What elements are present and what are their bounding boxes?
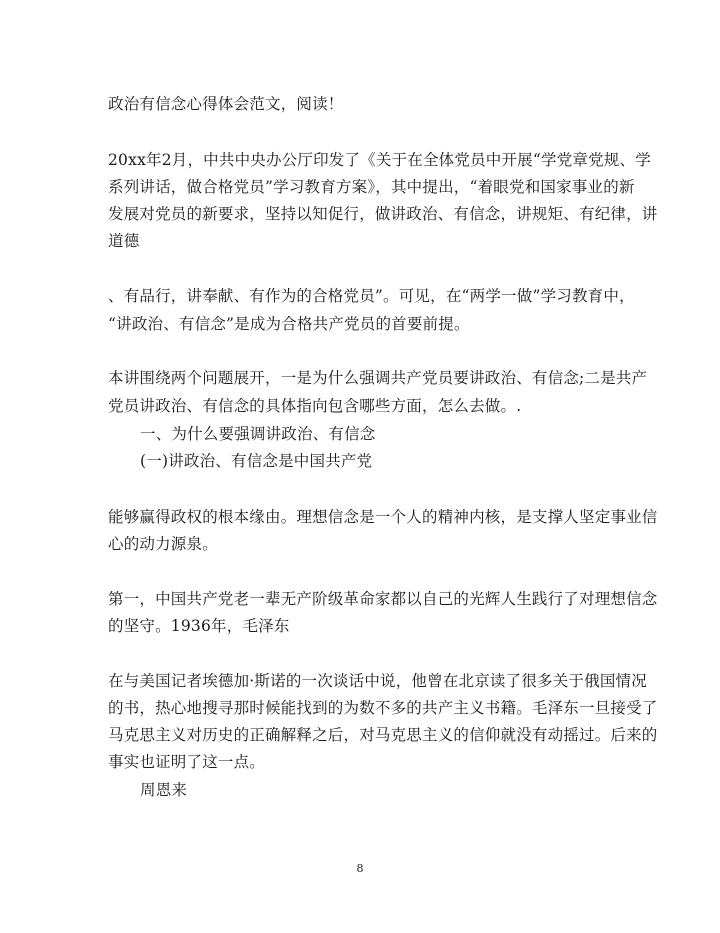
paragraph-line: 系列讲话，做合格党员”学习教育方案》，其中提出，“着眼党和国家事业的新: [108, 178, 635, 196]
paragraph-line: “讲政治、有信念”是成为合格共产党员的首要前提。: [108, 315, 470, 333]
paragraph-line: 事实也证明了这一点。: [108, 753, 266, 771]
paragraph-line: 第一，中国共产党老一辈无产阶级革命家都以自己的光辉人生践行了对理想信念: [108, 590, 658, 608]
page-number: 8: [356, 862, 364, 875]
paragraph-line: 周恩来: [140, 781, 188, 799]
section-heading: 一、为什么要强调讲政治、有信念: [140, 425, 376, 443]
paragraph-line: 本讲围绕两个问题展开，一是为什么强调共产党员要讲政治、有信念;二是共产: [108, 369, 648, 387]
paragraph-line: 在与美国记者埃德加·斯诺的一次谈话中说，他曾在北京读了很多关于俄国情况: [108, 672, 647, 690]
subsection-heading: (一)讲政治、有信念是中国共产党: [140, 452, 373, 470]
paragraph-line: 心的动力源泉。: [108, 535, 218, 553]
paragraph-line: 发展对党员的新要求，坚持以知促行，做讲政治、有信念，讲规矩、有纪律，讲: [108, 205, 658, 223]
paragraph-line: 的书，热心地搜寻那时候能找到的为数不多的共产主义书籍。毛泽东一旦接受了: [108, 699, 658, 717]
paragraph-line: 能够赢得政权的根本缘由。理想信念是一个人的精神内核，是支撑人坚定事业信: [108, 508, 658, 526]
intro-line: 政治有信念心得体会范文，阅读！: [108, 95, 344, 113]
paragraph-line: 20xx年2月，中共中央办公厅印发了《关于在全体党员中开展“学党章党规、学: [108, 151, 651, 169]
paragraph-line: 道德: [108, 232, 140, 250]
paragraph-line: 马克思主义对历史的正确解释之后，对马克思主义的信仰就没有动摇过。后来的: [108, 726, 658, 744]
paragraph-line: 党员讲政治、有信念的具体指向包含哪些方面，怎么去做。.: [108, 397, 522, 415]
paragraph-line: 、有品行，讲奉献、有作为的合格党员”。可见，在“两学一做”学习教育中，: [108, 287, 635, 305]
paragraph-line: 的坚守。1936年，毛泽东: [108, 617, 290, 635]
